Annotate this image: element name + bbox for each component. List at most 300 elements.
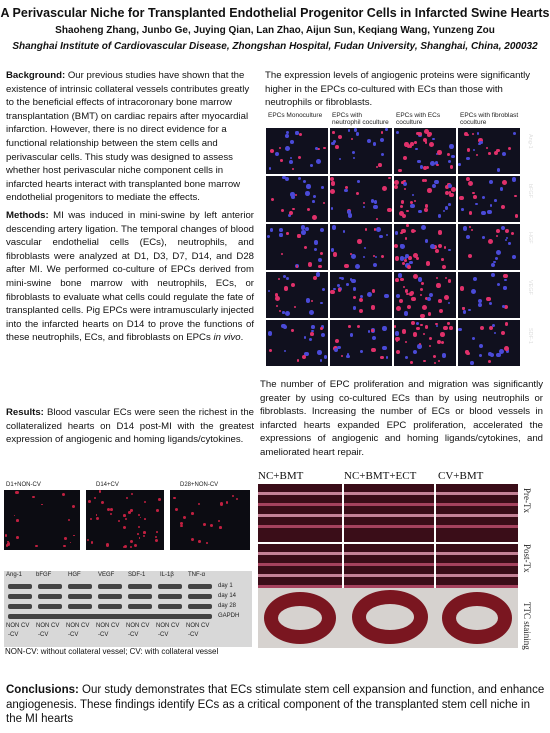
if-micrograph-cell	[458, 320, 520, 366]
cell-nucleus	[330, 290, 335, 295]
cell-nucleus	[320, 302, 323, 305]
cell-nucleus	[279, 233, 282, 236]
lane-label: NON CV	[66, 623, 90, 629]
cell-nucleus	[420, 165, 424, 169]
vessel-speck	[236, 498, 238, 500]
cell-nucleus	[458, 163, 461, 166]
cell-nucleus	[284, 286, 288, 290]
affiliation: Shanghai Institute of Cardiovascular Disease, Zhongshan Hospital, Fudan University, Shanghai, China, 200032	[12, 41, 538, 52]
cell-nucleus	[429, 142, 434, 147]
cell-nucleus	[285, 134, 289, 138]
vessel-speck	[143, 535, 145, 537]
if-micrograph-cell	[330, 224, 392, 270]
cell-nucleus	[289, 211, 293, 215]
cell-nucleus	[269, 349, 272, 352]
if-micrograph-cell	[394, 176, 456, 222]
vessel-speck	[96, 517, 99, 520]
micrograph-d1	[4, 490, 80, 550]
cell-nucleus	[320, 359, 322, 361]
cell-nucleus	[414, 200, 416, 202]
vessel-speck	[210, 524, 213, 527]
cell-nucleus	[306, 298, 311, 303]
cell-nucleus	[443, 326, 448, 331]
lane-sub: -CV	[188, 632, 199, 638]
cell-nucleus	[491, 273, 495, 277]
cell-nucleus	[298, 156, 301, 159]
cell-nucleus	[396, 306, 401, 311]
vessel-speck	[144, 501, 146, 503]
lane-label: NON CV	[156, 623, 180, 629]
cell-nucleus	[497, 168, 500, 171]
cell-nucleus	[359, 298, 363, 302]
cell-nucleus	[314, 248, 317, 251]
cell-nucleus	[502, 180, 507, 185]
cell-nucleus	[462, 307, 464, 309]
cell-nucleus	[493, 261, 495, 263]
cell-nucleus	[270, 149, 274, 153]
cell-nucleus	[294, 306, 296, 308]
cell-nucleus	[429, 337, 432, 340]
cell-nucleus	[367, 139, 371, 143]
cell-nucleus	[460, 286, 465, 291]
echo-wall-stripe	[344, 492, 434, 495]
cell-nucleus	[512, 255, 516, 259]
echo-wall-stripe	[436, 492, 518, 495]
micro-label-d28: D28+NON-CV	[180, 482, 219, 488]
vessel-speck	[72, 505, 75, 508]
cell-nucleus	[279, 228, 283, 232]
cell-nucleus	[438, 244, 442, 248]
cell-nucleus	[448, 184, 452, 188]
col-header-fibroblast: EPCs with fibroblast coculture	[460, 112, 519, 126]
cell-nucleus	[332, 225, 337, 230]
cell-nucleus	[459, 196, 463, 200]
cell-nucleus	[496, 149, 500, 153]
cell-nucleus	[394, 185, 398, 189]
cell-nucleus	[331, 207, 333, 209]
author-list: Shaoheng Zhang, Junbo Ge, Juying Qian, Lan Zhao, Aijun Sun, Keqiang Wang, Yunzeng Zou	[55, 25, 495, 36]
vessel-speck	[106, 543, 109, 546]
results-heading: Results:	[6, 407, 44, 418]
cell-nucleus	[386, 234, 389, 237]
cell-nucleus	[410, 291, 414, 295]
lane-sub: -CV	[128, 632, 139, 638]
cell-nucleus	[364, 247, 366, 249]
cell-nucleus	[323, 147, 326, 150]
echo-post-ncbmt	[258, 544, 342, 594]
cell-nucleus	[286, 131, 289, 134]
vessel-speck	[138, 514, 140, 516]
cell-nucleus	[268, 331, 273, 336]
cell-nucleus	[448, 279, 452, 283]
lane-label: NON CV	[186, 623, 210, 629]
cell-nucleus	[438, 299, 442, 303]
cell-nucleus	[404, 259, 407, 262]
cell-nucleus	[382, 346, 387, 351]
cell-nucleus	[363, 256, 365, 258]
cell-nucleus	[394, 325, 396, 327]
cell-nucleus	[479, 141, 483, 145]
vessel-speck	[16, 536, 19, 539]
cell-nucleus	[306, 184, 310, 188]
cell-nucleus	[297, 359, 299, 361]
cell-nucleus	[466, 134, 468, 136]
echo-wall-stripe	[344, 514, 434, 517]
cell-nucleus	[286, 277, 289, 280]
cell-nucleus	[420, 314, 425, 318]
cell-nucleus	[396, 131, 399, 134]
cell-nucleus	[468, 254, 472, 258]
cell-nucleus	[508, 147, 511, 150]
cell-nucleus	[356, 192, 359, 195]
cell-nucleus	[282, 311, 285, 314]
vessel-speck	[191, 538, 194, 541]
cell-nucleus	[466, 352, 470, 356]
cell-nucleus	[473, 149, 475, 151]
conclusions-heading: Conclusions:	[6, 684, 79, 696]
cell-nucleus	[278, 278, 280, 280]
vessel-speck	[180, 525, 182, 527]
row-label-hgf: HGF	[527, 232, 533, 244]
blot-band	[128, 584, 152, 589]
vessel-speck	[130, 546, 132, 548]
vessel-speck	[7, 542, 10, 545]
cell-nucleus	[285, 311, 290, 316]
vessel-speck	[220, 502, 223, 505]
if-micrograph-cell	[394, 272, 456, 318]
cell-nucleus	[441, 258, 444, 261]
cell-nucleus	[515, 214, 518, 217]
row-label-bfgf: bFGF	[527, 184, 533, 199]
blot-band	[8, 594, 32, 599]
cell-nucleus	[402, 329, 406, 333]
vessel-speck	[32, 496, 34, 498]
cell-nucleus	[426, 166, 429, 169]
vessel-speck	[62, 493, 65, 496]
cell-nucleus	[301, 230, 306, 235]
cell-nucleus	[472, 337, 475, 340]
cell-nucleus	[411, 321, 415, 325]
cell-nucleus	[367, 292, 372, 297]
vessel-speck	[15, 491, 18, 494]
lane-sub: -CV	[68, 632, 79, 638]
cell-nucleus	[479, 354, 483, 358]
cell-nucleus	[333, 288, 335, 290]
cell-nucleus	[472, 192, 475, 195]
cell-nucleus	[440, 332, 445, 337]
vessel-speck	[63, 545, 65, 547]
cell-nucleus	[270, 228, 273, 231]
cell-nucleus	[346, 283, 349, 286]
if-micrograph-cell	[394, 320, 456, 366]
cell-nucleus	[425, 239, 428, 242]
cell-nucleus	[312, 200, 315, 203]
lane-label: NON CV	[126, 623, 150, 629]
echo-wall-stripe	[436, 552, 518, 555]
cell-nucleus	[463, 310, 466, 313]
cell-nucleus	[492, 324, 495, 327]
vessel-speck	[139, 537, 141, 539]
cell-nucleus	[360, 295, 363, 298]
blot-hdr-bfgf: bFGF	[36, 572, 52, 578]
lane-label: NON CV	[96, 623, 120, 629]
cell-nucleus	[486, 297, 491, 302]
blot-band	[68, 584, 92, 589]
cell-nucleus	[414, 141, 417, 144]
cell-nucleus	[308, 262, 312, 266]
cell-nucleus	[406, 210, 408, 212]
cell-nucleus	[371, 329, 374, 332]
cell-nucleus	[444, 295, 449, 300]
echo-wall-stripe	[436, 503, 518, 506]
cell-nucleus	[357, 239, 362, 244]
cell-nucleus	[506, 237, 508, 239]
results-text: Blood vascular ECs were seen the richest in the collateralized hearts on D14 post-MI with the greatest expression of angiogenic and homing ligands/cytokines.	[6, 407, 254, 446]
cell-nucleus	[395, 331, 400, 336]
cell-nucleus	[405, 254, 409, 258]
row-label-post: Post-Tx	[522, 544, 532, 573]
vessel-speck	[35, 545, 38, 548]
echo-wall-stripe	[436, 514, 518, 517]
cell-nucleus	[405, 356, 408, 359]
cell-nucleus	[496, 250, 501, 255]
cell-nucleus	[279, 147, 281, 149]
cell-nucleus	[450, 165, 453, 168]
blot-band	[128, 604, 152, 609]
cell-nucleus	[427, 297, 431, 301]
cell-nucleus	[488, 152, 491, 155]
cell-nucleus	[275, 152, 279, 156]
cell-nucleus	[372, 336, 376, 340]
cell-nucleus	[334, 348, 338, 352]
cell-nucleus	[333, 140, 336, 143]
cell-nucleus	[400, 274, 403, 277]
cell-nucleus	[310, 332, 314, 336]
cell-nucleus	[479, 344, 483, 348]
cell-nucleus	[436, 325, 439, 328]
cell-nucleus	[384, 294, 389, 299]
vessel-speck	[87, 539, 89, 541]
cell-nucleus	[313, 195, 316, 198]
cell-nucleus	[420, 294, 422, 296]
vessel-speck	[110, 508, 113, 511]
vessel-speck	[128, 511, 131, 514]
cell-nucleus	[401, 200, 404, 203]
cell-nucleus	[307, 208, 310, 211]
cell-nucleus	[442, 353, 446, 357]
cell-nucleus	[320, 327, 323, 330]
if-micrograph-cell	[330, 272, 392, 318]
methods-section	[6, 209, 254, 345]
cell-nucleus	[511, 232, 514, 235]
row-label-vegf: VEGF	[527, 280, 533, 295]
cell-nucleus	[313, 276, 318, 281]
cell-nucleus	[311, 300, 313, 302]
cell-nucleus	[381, 153, 384, 156]
cell-nucleus	[421, 225, 426, 230]
blot-hdr-il1b: IL-1β	[160, 572, 174, 578]
vessel-speck	[73, 535, 75, 537]
cell-nucleus	[471, 289, 476, 294]
echo-pre-ncbmtect	[344, 484, 434, 542]
vessel-speck	[101, 501, 104, 504]
cell-nucleus	[344, 264, 348, 268]
cell-nucleus	[470, 361, 474, 365]
cell-nucleus	[405, 237, 407, 239]
vessel-speck	[123, 514, 126, 517]
blot-band	[158, 594, 182, 599]
cell-nucleus	[417, 160, 421, 164]
cell-nucleus	[302, 355, 306, 359]
background-text: Our previous studies have shown that the existence of intrinsic collateral vessels contributes greatly to the beneficial effects of intracoronary bone marrow transplantation (BMT) on cardiac repairs after myocardial infarction. However, there is no direct evidence for a functional relationship between the stem cells and perivascular cells. This study was designed to assess whether host perivascular niche component cells in infarcted hearts interact with transplanted bone marrow endothelial progenitors to mediate the effects.	[6, 70, 250, 204]
blot-band	[188, 604, 212, 609]
if-micrograph-cell	[394, 224, 456, 270]
methods-text: MI was induced in mini-swine by left anterior descending artery ligation. The temporal changes of blood vascular endothelial cells (ECs), neutrophils, and fibroblasts were analyzed at D1, D3, D7, D14, and D28 after MI. We performed co-culture of EPCs derived from mini-swine bone marrow with neutrophils, ECs, or fibroblasts to evaluate what cells could regulate the fate of transplanted cells. Pig EPCs were intramuscularly injected into the infarcted hearts on D14 to prove the functions of these neutrophils, ECs, and fibroblasts on EPCs	[6, 210, 254, 344]
blot-row-day14: day 14	[218, 593, 237, 599]
vessel-speck	[16, 519, 19, 522]
cell-nucleus	[279, 310, 281, 312]
cell-nucleus	[267, 235, 270, 238]
cell-nucleus	[423, 360, 426, 363]
cell-nucleus	[281, 209, 284, 212]
cell-nucleus	[424, 208, 428, 212]
cell-nucleus	[371, 305, 376, 310]
cell-nucleus	[395, 231, 398, 234]
cell-nucleus	[472, 133, 474, 135]
blot-row-day1: day 1	[218, 583, 233, 589]
cell-nucleus	[500, 187, 503, 190]
col-header-neutrophil: EPCs with neutrophil coculture	[332, 112, 389, 126]
cell-nucleus	[396, 350, 400, 354]
cell-nucleus	[298, 177, 301, 180]
cell-nucleus	[486, 147, 488, 149]
cell-nucleus	[505, 229, 509, 233]
methods-italic: in vivo	[213, 332, 241, 344]
cell-nucleus	[421, 282, 424, 285]
cell-nucleus	[418, 277, 423, 282]
cell-nucleus	[432, 184, 436, 188]
row-label-sdf1: SDF-1	[527, 328, 533, 344]
cell-nucleus	[338, 135, 342, 139]
cell-nucleus	[488, 360, 491, 363]
cell-nucleus	[399, 211, 404, 216]
blot-band	[158, 604, 182, 609]
cell-nucleus	[309, 338, 312, 341]
conclusions-section	[6, 683, 546, 727]
blot-band	[128, 594, 152, 599]
cell-nucleus	[353, 296, 356, 299]
cell-nucleus	[332, 131, 335, 134]
micrograph-d28	[170, 490, 250, 550]
background-section	[6, 69, 254, 205]
blot-band	[8, 584, 32, 589]
conclusions-text: Our study demonstrates that ECs stimulate stem cell expansion and function, and enhance angiogenesis. These findings identify ECs as a critical component of the transplanted stem cell niche in the MI hearts	[6, 684, 545, 725]
row-labels	[523, 128, 537, 372]
cell-nucleus	[448, 160, 451, 163]
cell-nucleus	[489, 302, 492, 305]
cell-nucleus	[504, 346, 509, 351]
if-micrograph-cell	[458, 176, 520, 222]
cell-nucleus	[476, 154, 478, 156]
vessel-speck	[173, 497, 175, 499]
if-micrograph-cell	[458, 128, 520, 174]
cell-nucleus	[406, 293, 408, 295]
echo-wall-stripe	[436, 574, 518, 577]
cell-nucleus	[395, 256, 399, 260]
echo-wall-stripe	[258, 514, 342, 517]
echo-post-cvbmt	[436, 544, 518, 594]
cell-nucleus	[411, 229, 416, 234]
cell-nucleus	[352, 151, 355, 154]
cell-nucleus	[448, 249, 451, 252]
cell-nucleus	[427, 133, 431, 137]
blot-band	[158, 584, 182, 589]
cell-nucleus	[381, 131, 383, 133]
cell-nucleus	[387, 208, 391, 212]
cell-nucleus	[309, 310, 314, 315]
cell-nucleus	[318, 265, 322, 269]
blot-band	[38, 584, 62, 589]
if-micrograph-cell	[266, 320, 328, 366]
cell-nucleus	[373, 263, 377, 267]
coculture-text: The expression levels of angiogenic proteins were significantly higher in the EPCs co-cultured with ECs than those with neutrophils or fibroblasts.	[265, 70, 531, 109]
cell-nucleus	[305, 227, 309, 231]
cell-nucleus	[281, 253, 283, 255]
cell-nucleus	[443, 210, 445, 212]
cell-nucleus	[291, 329, 293, 331]
cell-nucleus	[359, 309, 363, 313]
vessel-speck	[118, 520, 120, 522]
cell-nucleus	[473, 277, 477, 281]
lane-sub: -CV	[38, 632, 49, 638]
cell-nucleus	[494, 199, 497, 202]
blot-hdr-hgf: HGF	[68, 572, 81, 578]
echo-wall-stripe	[258, 552, 342, 555]
cell-nucleus	[489, 180, 493, 184]
cell-nucleus	[324, 355, 328, 359]
cell-nucleus	[280, 159, 283, 162]
cell-nucleus	[285, 146, 290, 151]
vessel-speck	[130, 540, 133, 543]
cell-nucleus	[413, 350, 417, 354]
row-label-ang1: Ang-1	[527, 134, 533, 149]
cell-nucleus	[305, 191, 310, 196]
cell-nucleus	[373, 205, 378, 210]
cell-nucleus	[351, 254, 356, 259]
cell-nucleus	[379, 235, 383, 239]
cell-nucleus	[434, 362, 436, 364]
cell-nucleus	[284, 350, 286, 352]
lane-sub: -CV	[98, 632, 109, 638]
cell-nucleus	[295, 194, 297, 196]
cell-nucleus	[473, 195, 477, 199]
cell-nucleus	[438, 214, 442, 218]
cell-nucleus	[382, 186, 387, 191]
vessel-speck	[183, 516, 186, 519]
cell-nucleus	[363, 202, 366, 205]
echo-wall-stripe	[344, 552, 434, 555]
vessel-speck	[191, 512, 194, 515]
cell-nucleus	[403, 286, 405, 288]
cell-nucleus	[394, 244, 398, 248]
cell-nucleus	[376, 218, 378, 220]
cell-nucleus	[475, 203, 477, 205]
cell-nucleus	[320, 228, 324, 232]
cell-nucleus	[416, 327, 419, 330]
cell-nucleus	[372, 289, 375, 292]
vessel-speck	[218, 520, 220, 522]
blot-hdr-tnfa: TNF-α	[188, 572, 206, 578]
